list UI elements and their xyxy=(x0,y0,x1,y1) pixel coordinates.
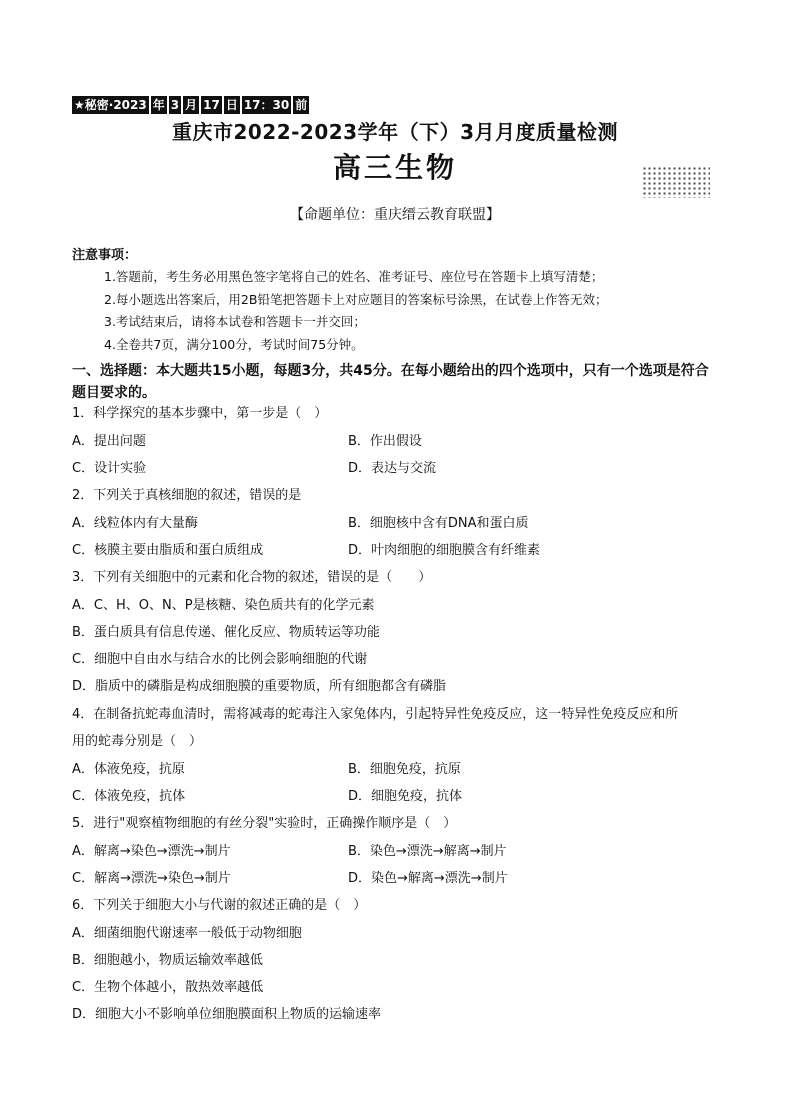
question-option: B．细胞核中含有DNA和蛋白质 xyxy=(348,516,529,531)
question-stem: 2．下列关于真核细胞的叙述，错误的是 xyxy=(72,488,302,503)
question-option: A．线粒体内有大量酶 xyxy=(72,516,198,531)
question-stem-line: 用的蛇毒分别是（ ） xyxy=(72,734,203,749)
question-option: C．解离→漂洗→染色→制片 xyxy=(72,871,231,886)
notice-item: 4.全卷共7页，满分100分，考试时间75分钟。 xyxy=(104,336,364,352)
question-option: B．细胞越小，物质运输效率越低 xyxy=(72,953,263,968)
question-option: C．体液免疫，抗体 xyxy=(72,789,186,804)
secret-part: 前 xyxy=(295,98,308,112)
question-stem: 5．进行"观察植物细胞的有丝分裂"实验时，正确操作顺序是（ ） xyxy=(72,816,457,831)
question-option: A．体液免疫，抗原 xyxy=(72,762,185,777)
question-stem: 1．科学探究的基本步骤中，第一步是（ ） xyxy=(72,406,328,421)
notice-item: 3.考试结束后，请将本试卷和答题卡一并交回； xyxy=(104,314,366,329)
question-option: A．解离→染色→漂洗→制片 xyxy=(72,844,231,859)
question-option: A．提出问题 xyxy=(72,434,146,449)
question-option: A．C、H、O、N、P是核糖、染色质共有的化学元素 xyxy=(72,598,375,613)
issuing-unit: 【命题单位：重庆缙云教育联盟】 xyxy=(290,207,500,223)
notice-item: 2.每小题选出答案后，用2B铅笔把答题卡上对应题目的答案标号涂黑，在试卷上作答无效； xyxy=(104,291,608,307)
question-option: B．细胞免疫，抗原 xyxy=(348,762,461,777)
exam-subject: 高三生物 xyxy=(332,151,457,184)
secret-part: 年 xyxy=(152,98,165,112)
secret-part: ★秘密·2023 xyxy=(74,98,147,112)
secret-part: 17：30 xyxy=(243,98,290,112)
question-option: B．染色→漂洗→解离→制片 xyxy=(348,844,507,859)
question-stem: 3．下列有关细胞中的元素和化合物的叙述，错误的是（ ） xyxy=(72,570,432,585)
question-option: C．核膜主要由脂质和蛋白质组成 xyxy=(72,543,264,558)
secret-part: 日 xyxy=(225,98,238,112)
question-option: C．设计实验 xyxy=(72,461,147,476)
notice-list xyxy=(104,266,607,356)
notice-heading: 注意事项： xyxy=(72,248,138,263)
secret-part: 17 xyxy=(203,98,220,112)
question-option: D．细胞大小不影响单位细胞膜面积上物质的运输速率 xyxy=(72,1007,382,1022)
question-option: D．叶肉细胞的细胞膜含有纤维素 xyxy=(348,543,541,558)
question-option: D．细胞免疫，抗体 xyxy=(348,789,463,804)
question-stem-line: 4．在制备抗蛇毒血清时，需将减毒的蛇毒注入家兔体内，引起特异性免疫反应，这一特异性免疫反应和所 xyxy=(72,707,679,722)
confidential-label xyxy=(72,96,311,114)
question-option: C．生物个体越小，散热效率越低 xyxy=(72,980,264,995)
secret-part: 3 xyxy=(170,98,180,112)
question-option: D．脂质中的磷脂是构成细胞膜的重要物质，所有细胞都含有磷脂 xyxy=(72,679,447,694)
question-option: D．表达与交流 xyxy=(348,461,437,476)
exam-title: 重庆市2022-2023学年（下）3月月度质量检测 xyxy=(171,120,619,144)
question-option: C．细胞中自由水与结合水的比例会影响细胞的代谢 xyxy=(72,652,368,667)
secret-part: 月 xyxy=(185,98,198,112)
notice-item: 1.答题前，考生务必用黑色签字笔将自己的姓名、准考证号、座位号在答题卡上填写清楚； xyxy=(104,269,604,284)
section-heading: 一、选择题：本大题共15小题，每题3分，共45分。在每小题给出的四个选项中，只有一个选项是符合题目要求的。 xyxy=(72,363,709,401)
question-stem: 6．下列关于细胞大小与代谢的叙述正确的是（ ） xyxy=(72,898,367,913)
question-option: B．作出假设 xyxy=(348,434,422,449)
dotted-stamp-icon xyxy=(642,166,710,198)
question-option: B．蛋白质具有信息传递、催化反应、物质转运等功能 xyxy=(72,625,380,640)
question-option: D．染色→解离→漂洗→制片 xyxy=(348,871,508,886)
question-option: A．细菌细胞代谢速率一般低于动物细胞 xyxy=(72,926,302,941)
